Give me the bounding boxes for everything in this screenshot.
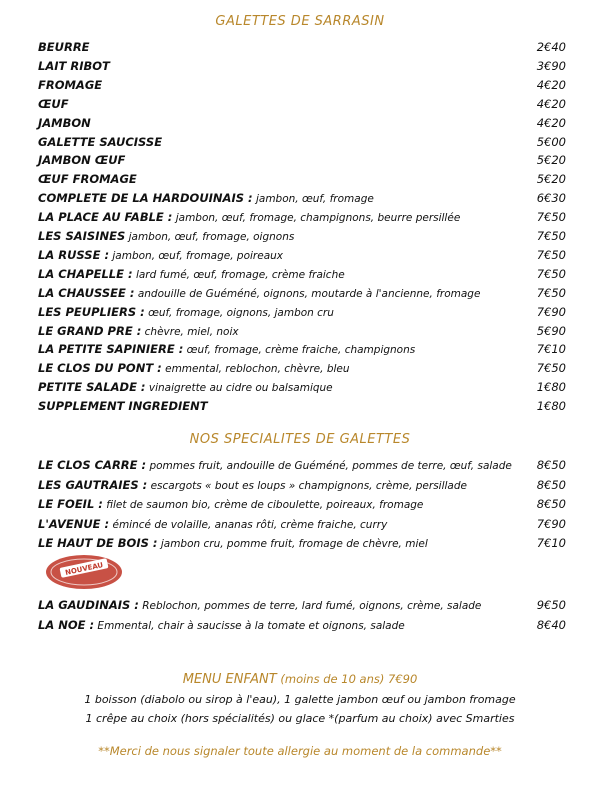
menu-item-name: LES GAUTRAIES : <box>38 477 148 492</box>
specialites-section-title: NOS SPECIALITES DE GALETTES <box>189 432 411 447</box>
menu-item-row <box>38 618 566 636</box>
menu-item-name: LA NOE : <box>38 617 95 632</box>
menu-item-description: œuf, fromage, crème fraiche, champignons <box>183 344 416 357</box>
menu-item-name: ŒUF FROMAGE <box>38 172 137 187</box>
menu-item-row <box>38 517 566 535</box>
menu-enfant-line-1: 1 boisson (diabolo ou sirop à l'eau), 1 galette jambon œuf ou jambon fromage <box>84 693 516 706</box>
menu-item-name: LE CLOS DU PONT : <box>38 361 162 376</box>
menu-item-price: 5€20 <box>536 172 566 187</box>
menu-item-row <box>38 59 566 77</box>
menu-item-name: COMPLETE DE LA HARDOUINAIS : <box>38 191 253 206</box>
menu-item-description: Reblochon, pommes de terre, lard fumé, oignons, crème, salade <box>138 600 482 612</box>
menu-item-name: SUPPLEMENT INGREDIENT <box>38 399 208 414</box>
allergy-note: **Merci de nous signaler toute allergie au moment de la commande** <box>98 744 502 758</box>
menu-item-price: 5€20 <box>536 153 566 168</box>
menu-item-price: 7€10 <box>536 342 566 357</box>
menu-item-row <box>38 598 566 616</box>
menu-item-price: 1€80 <box>536 399 566 414</box>
menu-item-name: LE HAUT DE BOIS : <box>38 536 158 551</box>
menu-item-description: pommes fruit, andouille de Guéméné, pommes de terre, œuf, salade <box>146 460 512 472</box>
menu-item-row <box>38 135 566 153</box>
menu-item-price: 3€90 <box>536 58 566 73</box>
menu-item-price: 4€20 <box>536 77 566 92</box>
menu-item-row <box>38 286 566 304</box>
menu-item-row <box>38 399 566 417</box>
menu-item-description: jambon, œuf, fromage, oignons <box>125 231 295 243</box>
menu-item-name: LA RUSSE : <box>38 247 110 262</box>
menu-item-name: LE FOEIL : <box>38 497 103 512</box>
menu-item-name: JAMBON <box>38 115 91 130</box>
menu-item-row <box>38 324 566 342</box>
menu-item-description: filet de saumon bio, crème de ciboulette, poireaux, fromage <box>102 499 424 512</box>
menu-item-price: 5€00 <box>536 134 566 149</box>
menu-item-name: BEURRE <box>38 40 90 54</box>
menu-item-price: 9€50 <box>536 598 566 612</box>
stamp-text: NOUVEAU <box>64 561 104 577</box>
menu-item-description: émincé de volaille, ananas rôti, crème fraiche, curry <box>109 518 388 531</box>
menu-item-row <box>38 191 566 209</box>
menu-item-name: LA PETITE SAPINIERE : <box>38 342 184 357</box>
menu-item-row <box>38 229 566 247</box>
menu-item-price: 4€20 <box>536 115 566 130</box>
menu-item-price: 8€50 <box>536 477 566 492</box>
menu-item-price: 8€50 <box>536 458 566 472</box>
menu-item-row <box>38 210 566 228</box>
menu-item-name: FROMAGE <box>38 77 103 92</box>
menu-item-description: jambon cru, pomme fruit, fromage de chèvre, miel <box>157 538 428 551</box>
menu-item-row <box>38 458 566 476</box>
menu-item-row <box>38 497 566 515</box>
menu-item-name: LA CHAPELLE : <box>38 266 133 281</box>
menu-item-description: œuf, fromage, oignons, jambon cru <box>144 306 334 319</box>
menu-item-row <box>38 248 566 266</box>
menu-item-name: LA GAUDINAIS : <box>38 598 139 612</box>
menu-item-row <box>38 97 566 115</box>
menu-item-row <box>38 380 566 398</box>
menu-item-name: JAMBON ŒUF <box>38 153 126 168</box>
menu-item-description: chèvre, miel, noix <box>141 325 239 338</box>
nouveau-stamp-icon <box>42 548 126 592</box>
menu-item-row <box>38 172 566 190</box>
menu-item-description: lard fumé, œuf, fromage, crème fraiche <box>132 268 345 281</box>
menu-item-description: andouille de Guéméné, oignons, moutarde à l'ancienne, fromage <box>134 287 481 300</box>
menu-item-price: 7€90 <box>536 516 566 531</box>
menu-item-name: GALETTE SAUCISSE <box>38 134 163 149</box>
menu-item-price: 7€50 <box>536 285 566 300</box>
menu-item-price: 7€50 <box>536 247 566 262</box>
menu-item-name: LA CHAUSSEE : <box>38 285 135 300</box>
menu-item-row <box>38 478 566 496</box>
menu-item-description: escargots « bout es loups » champignons, crème, persillade <box>147 479 467 492</box>
menu-item-description: jambon, œuf, fromage <box>252 193 374 206</box>
menu-item-description: vinaigrette au cidre ou balsamique <box>145 382 333 395</box>
menu-item-name: ŒUF <box>38 96 69 111</box>
menu-item-price: 7€10 <box>536 536 566 551</box>
menu-item-price: 2€40 <box>536 40 566 54</box>
menu-item-price: 4€20 <box>536 96 566 111</box>
menu-item-name: LE CLOS CARRE : <box>38 458 147 472</box>
menu-item-name: LES SAISINES <box>38 229 126 243</box>
menu-item-price: 5€90 <box>536 323 566 338</box>
menu-item-name: LA PLACE AU FABLE : <box>38 210 173 225</box>
menu-item-price: 8€40 <box>536 617 566 632</box>
menu-item-row <box>38 40 566 58</box>
menu-item-price: 7€90 <box>536 304 566 319</box>
menu-enfant-details: (moins de 10 ans) 7€90 <box>276 672 418 686</box>
menu-item-price: 8€50 <box>536 497 566 512</box>
menu-item-price: 7€50 <box>536 266 566 281</box>
menu-item-name: LES PEUPLIERS : <box>38 304 145 319</box>
menu-enfant-heading <box>0 672 600 687</box>
menu-item-row <box>38 78 566 96</box>
menu-item-description: jambon, œuf, fromage, poireaux <box>109 249 284 262</box>
menu-enfant-label: MENU ENFANT <box>182 672 277 687</box>
menu-item-description: jambon, œuf, fromage, champignons, beurre persillée <box>172 212 461 225</box>
menu-item-price: 6€30 <box>536 191 566 206</box>
menu-item-price: 7€50 <box>536 361 566 376</box>
menu-item-row <box>38 361 566 379</box>
menu-item-name: L'AVENUE : <box>38 516 110 531</box>
menu-item-description: emmental, reblochon, chèvre, bleu <box>161 363 350 376</box>
menu-item-name: LE GRAND PRE : <box>38 323 142 338</box>
menu-item-price: 7€50 <box>536 210 566 225</box>
menu-item-name: PETITE SALADE : <box>38 380 146 395</box>
menu-item-description: Emmental, chair à saucisse à la tomate et oignons, salade <box>94 619 405 632</box>
menu-item-row <box>38 267 566 285</box>
galettes-section-title: GALETTES DE SARRASIN <box>215 14 385 29</box>
menu-item-row <box>38 305 566 323</box>
menu-item-price: 1€80 <box>536 380 566 395</box>
menu-item-row <box>38 342 566 360</box>
menu-item-price: 7€50 <box>536 229 566 243</box>
menu-item-name: LAIT RIBOT <box>38 58 110 73</box>
menu-item-row <box>38 153 566 171</box>
menu-item-row <box>38 116 566 134</box>
menu-enfant-line-2: 1 crêpe au choix (hors spécialités) ou glace *(parfum au choix) avec Smarties <box>85 712 515 725</box>
